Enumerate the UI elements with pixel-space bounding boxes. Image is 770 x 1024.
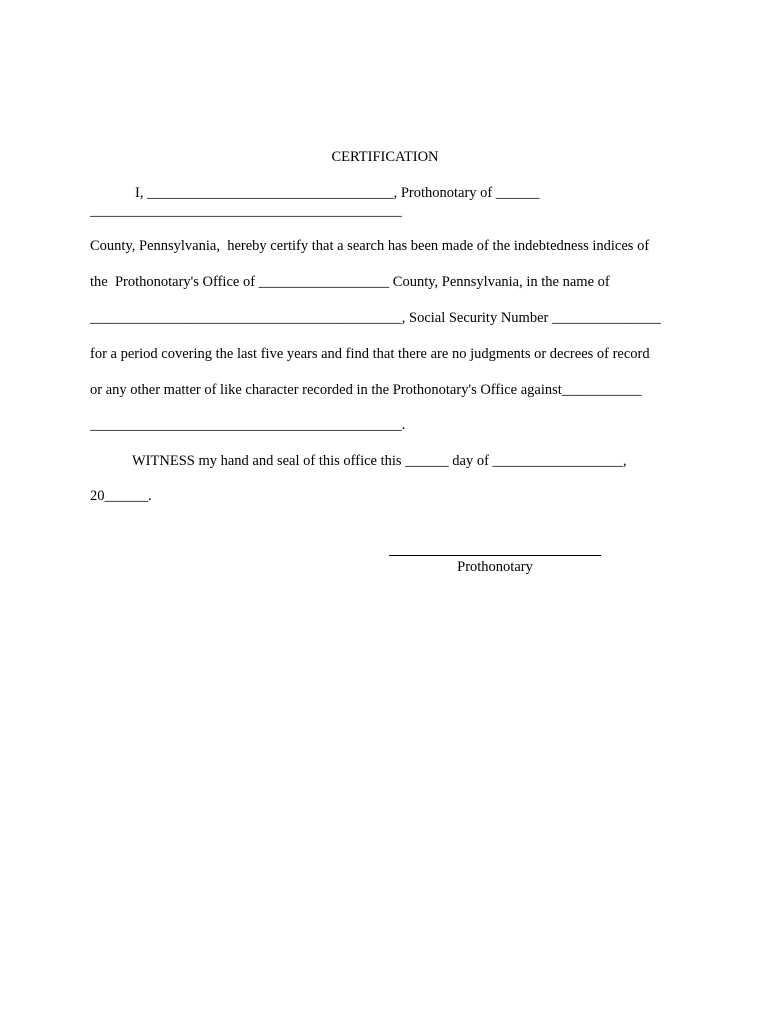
ssn-line: ___________________________________________, Social Security Number _______________ bbox=[90, 310, 661, 326]
certification-paragraph-line-4: or any other matter of like character recorded in the Prothonotary's Office against___________ bbox=[90, 382, 642, 398]
certification-paragraph-line-2: the Prothonotary's Office of __________________ County, Pennsylvania, in the name of bbox=[90, 274, 610, 290]
signature-line bbox=[389, 540, 601, 556]
certifier-name-line: I, __________________________________, Prothonotary of ______ bbox=[135, 185, 540, 201]
document-title: CERTIFICATION bbox=[331, 149, 439, 165]
against-blank-line: ___________________________________________. bbox=[90, 417, 406, 433]
signature-block bbox=[388, 540, 602, 576]
certification-paragraph-line-3: for a period covering the last five years and find that there are no judgments or decrees of record bbox=[90, 346, 650, 362]
certification-paragraph-line-1: County, Pennsylvania, hereby certify that a search has been made of the indebtedness indices of bbox=[90, 238, 650, 254]
signature-label: Prothonotary bbox=[457, 559, 533, 575]
county-blank-line: ___________________________________________ bbox=[90, 203, 402, 219]
year-line: 20______. bbox=[90, 488, 152, 504]
witness-line: WITNESS my hand and seal of this office this ______ day of __________________, bbox=[132, 453, 627, 469]
